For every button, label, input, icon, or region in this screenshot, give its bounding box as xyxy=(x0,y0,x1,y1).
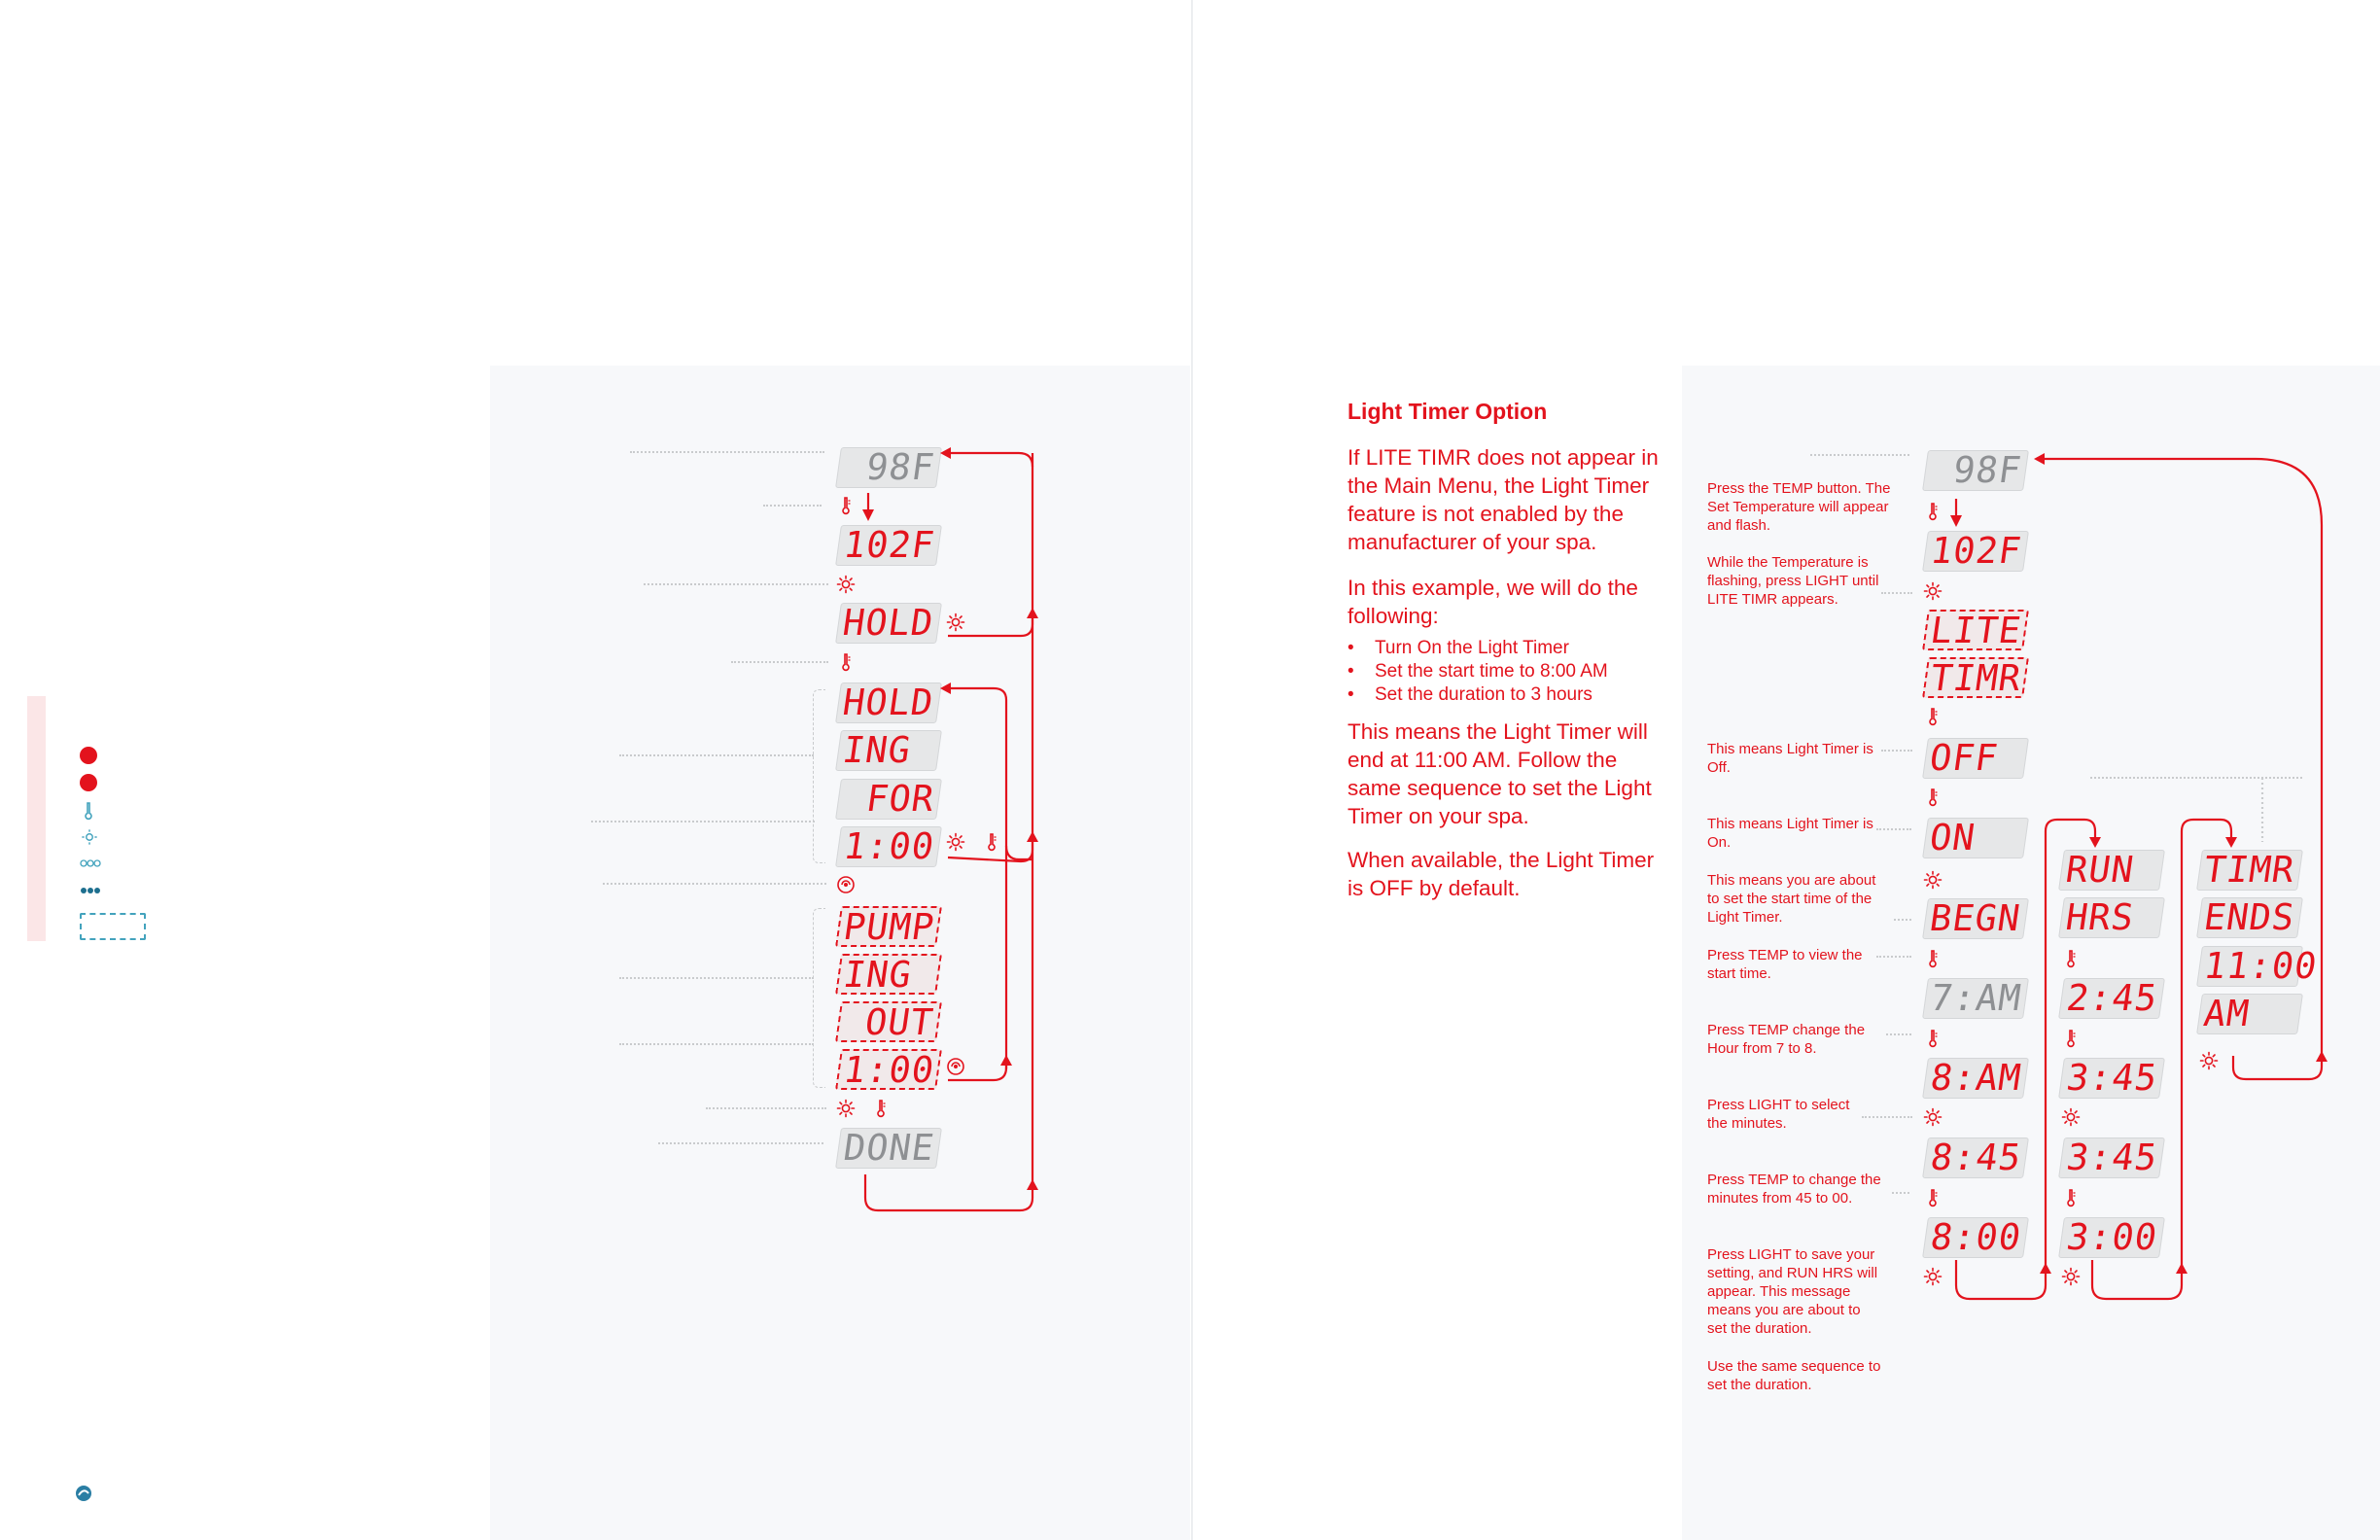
lcd-display: 102F xyxy=(1922,531,2029,572)
page-title: Light Timer Option xyxy=(1348,399,1548,424)
lcd-display: 98F xyxy=(835,447,942,488)
lcd-display: 2:45 xyxy=(2058,978,2165,1019)
lcd-display: 102F xyxy=(835,525,942,566)
list-item: • Set the start time to 8:00 AM xyxy=(1348,660,1668,683)
step-note: Press TEMP to change the minutes from 45 to 00. xyxy=(1707,1172,1881,1207)
step-note: This means Light Timer is On. xyxy=(1707,816,1873,851)
lcd-display: 3:45 xyxy=(2058,1138,2165,1178)
lcd-display: 8:45 xyxy=(1922,1138,2029,1178)
lcd-display: ON xyxy=(1922,818,2029,858)
lcd-display: 1:00 xyxy=(835,826,942,867)
lcd-display: 7:AM xyxy=(1922,978,2029,1019)
lcd-display: PUMP xyxy=(835,906,942,947)
lcd-display: TIMR xyxy=(2196,850,2303,891)
lcd-display: HOLD xyxy=(835,682,942,723)
lcd-display: 1:00 xyxy=(835,1049,942,1090)
lcd-display: 8:00 xyxy=(1922,1217,2029,1258)
body-paragraph: When available, the Light Timer is OFF by default. xyxy=(1348,848,1655,900)
lcd-display: LITE xyxy=(1922,610,2029,650)
body-paragraph: This means the Light Timer will end at 11:00 AM. Follow the same sequence to set the Light Timer on your spa. xyxy=(1348,719,1652,828)
lcd-display: 3:45 xyxy=(2058,1058,2165,1099)
lcd-display: OFF xyxy=(1922,738,2029,779)
lcd-display: BEGN xyxy=(1922,898,2029,939)
step-note: This means Light Timer is Off. xyxy=(1707,741,1873,776)
step-note: Press TEMP to view the start time. xyxy=(1707,947,1863,982)
lcd-display: 11:00 xyxy=(2196,946,2303,987)
step-note: Press LIGHT to select the minutes. xyxy=(1707,1097,1850,1132)
lcd-display: DONE xyxy=(835,1128,942,1169)
lcd-display: HOLD xyxy=(835,603,942,644)
lcd-display: HRS xyxy=(2058,897,2165,938)
lcd-display: 98F xyxy=(1922,450,2029,491)
lcd-display: ING xyxy=(835,954,942,995)
step-note: While the Temperature is flashing, press LIGHT until LITE TIMR appears. xyxy=(1707,554,1879,608)
list-item: • Set the duration to 3 hours xyxy=(1348,683,1668,707)
list-item: • Turn On the Light Timer xyxy=(1348,637,1668,660)
lcd-display: TIMR xyxy=(1922,657,2029,698)
step-note: This means you are about to set the start time of the Light Timer. xyxy=(1707,872,1876,926)
step-note: Press TEMP change the Hour from 7 to 8. xyxy=(1707,1022,1866,1057)
step-note: Press LIGHT to save your setting, and RUN HRS will appear. This message means you are about to set the duration. xyxy=(1707,1246,1878,1337)
intro-paragraph: If LITE TIMR does not appear in the Main Menu, the Light Timer feature is not enabled by the manufacturer of your spa. xyxy=(1348,445,1659,554)
intro-paragraph: In this example, we will do the following: xyxy=(1348,576,1638,628)
lcd-display: 3:00 xyxy=(2058,1217,2165,1258)
step-note: Press the TEMP button. The Set Temperature will appear and flash. xyxy=(1707,480,1891,534)
lcd-display: ENDS xyxy=(2196,897,2303,938)
step-note: Use the same sequence to set the duration. xyxy=(1707,1358,1881,1393)
lcd-display: FOR xyxy=(835,779,942,820)
lcd-display: OUT xyxy=(835,1001,942,1042)
lcd-display: RUN xyxy=(2058,850,2165,891)
lcd-display: ING xyxy=(835,730,942,771)
lcd-display: 8:AM xyxy=(1922,1058,2029,1099)
lcd-display: AM xyxy=(2196,994,2303,1034)
